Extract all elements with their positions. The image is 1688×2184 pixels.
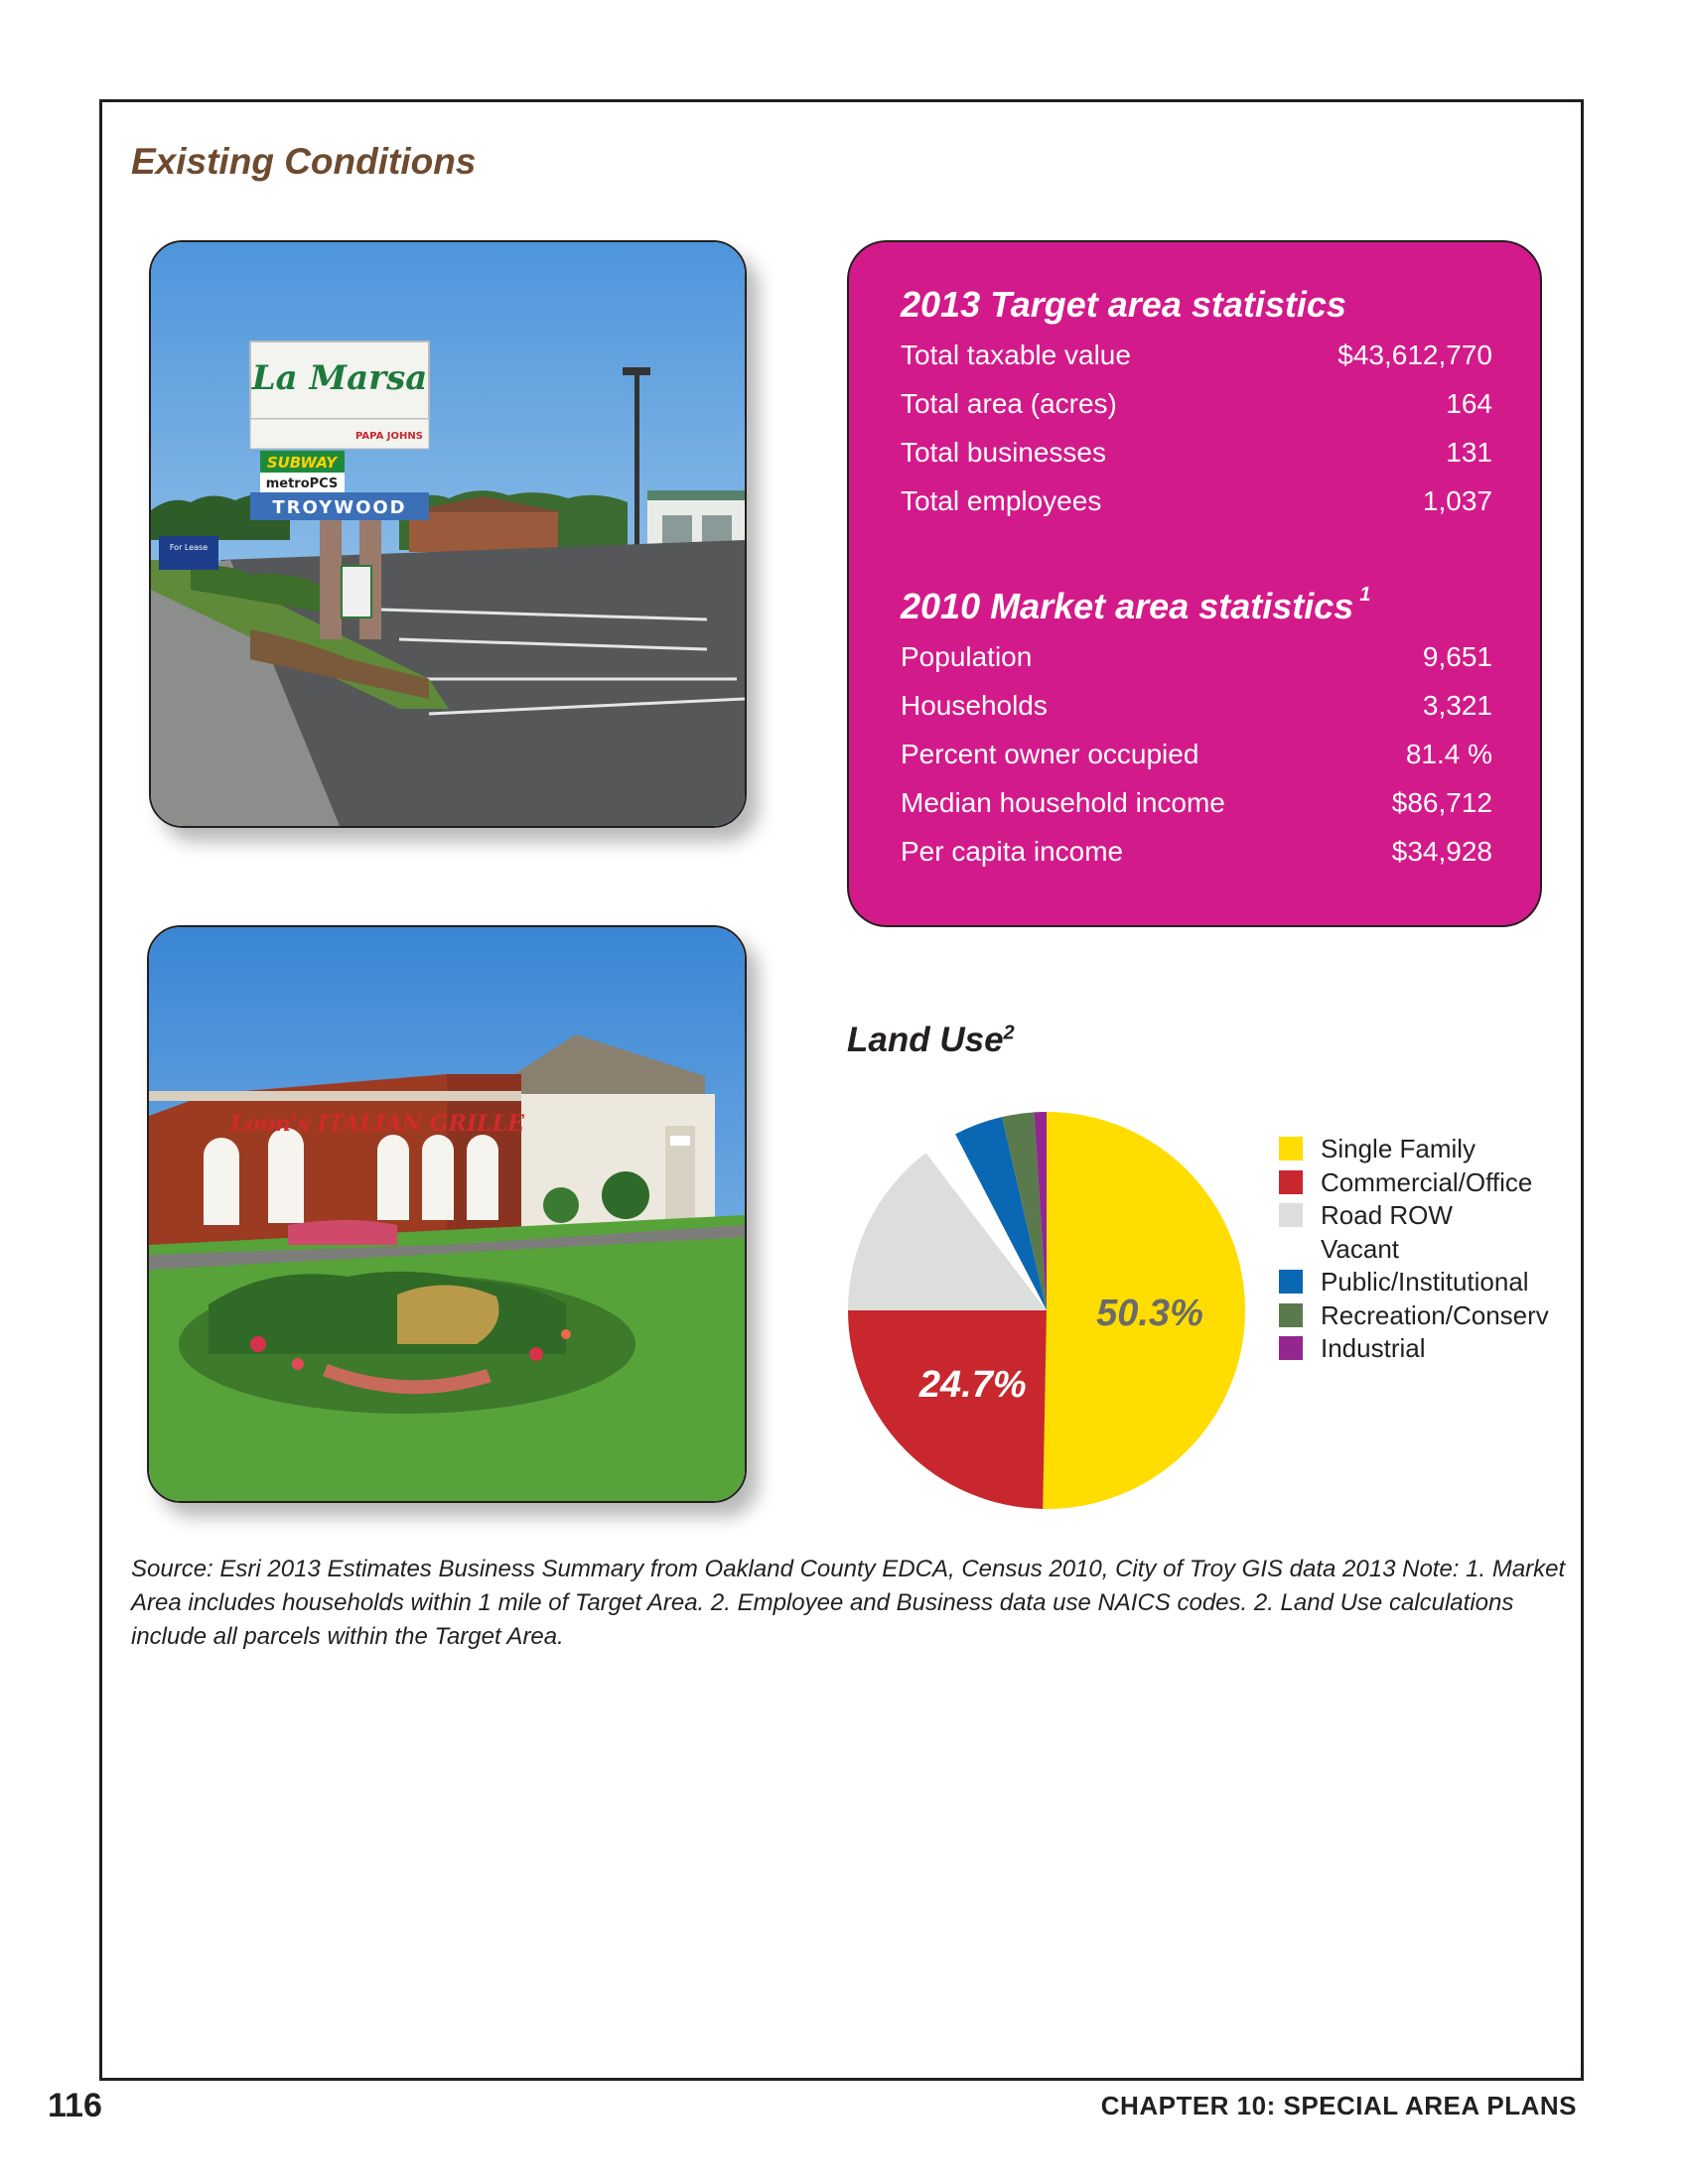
legend-label: Single Family bbox=[1321, 1134, 1477, 1163]
stat-value: $34,928 bbox=[1391, 836, 1492, 867]
section-title: Existing Conditions bbox=[131, 141, 477, 182]
chart-title bbox=[847, 1021, 1015, 1060]
legend-swatch bbox=[1279, 1237, 1303, 1261]
chart-title-footnote: 2 bbox=[1003, 1022, 1015, 1044]
market-stats-footnote: 1 bbox=[1359, 584, 1371, 606]
sign-papa-text: PAPA JOHNS bbox=[355, 431, 423, 442]
stat-value: $43,612,770 bbox=[1337, 340, 1492, 370]
statistics-panel bbox=[847, 240, 1542, 927]
stat-value: 81.4 % bbox=[1405, 739, 1492, 769]
legend-swatch bbox=[1279, 1336, 1303, 1360]
pie-slice-commercial-office bbox=[848, 1310, 1047, 1509]
stat-row-total-area bbox=[901, 388, 1492, 428]
pie-data-label: 50.3% bbox=[1096, 1292, 1203, 1334]
stat-row-population bbox=[901, 641, 1492, 681]
legend-swatch bbox=[1279, 1203, 1303, 1227]
stat-label: Total taxable value bbox=[901, 340, 1131, 370]
stat-label: Population bbox=[901, 641, 1033, 672]
legend-label: Commercial/Office bbox=[1321, 1166, 1533, 1197]
stat-value: 164 bbox=[1446, 388, 1492, 419]
stat-label: Total businesses bbox=[901, 437, 1107, 468]
stat-row-median-income bbox=[901, 787, 1492, 827]
parking-lot-photo bbox=[149, 240, 747, 828]
legend-label: Recreation/Conserv bbox=[1321, 1299, 1549, 1330]
stat-row-per-capita-income bbox=[901, 836, 1492, 876]
stat-value: $86,712 bbox=[1391, 787, 1492, 818]
stat-row-total-employees bbox=[901, 485, 1492, 525]
stat-label: Total employees bbox=[901, 485, 1102, 516]
legend-label: Vacant bbox=[1321, 1233, 1400, 1264]
stat-label: Per capita income bbox=[901, 836, 1124, 867]
legend-swatch bbox=[1279, 1270, 1303, 1294]
chapter-label: CHAPTER 10: SPECIAL AREA PLANS bbox=[1100, 2091, 1577, 2120]
market-stats-heading-text: 2010 Market area statistics bbox=[901, 586, 1354, 626]
sign-metro-text: metroPCS bbox=[265, 477, 339, 491]
pie-data-label: 24.7% bbox=[918, 1363, 1027, 1406]
stat-label: Median household income bbox=[901, 787, 1225, 818]
restaurant-photo bbox=[147, 925, 747, 1503]
chart-title-text: Land Use bbox=[847, 1021, 1004, 1059]
page-number: 116 bbox=[48, 2087, 102, 2124]
stat-row-households bbox=[901, 690, 1492, 730]
sign-logo-text: La Marsa bbox=[251, 358, 428, 398]
stat-row-total-businesses bbox=[901, 437, 1492, 477]
market-stats-heading bbox=[901, 586, 1370, 627]
stat-label: Percent owner occupied bbox=[901, 739, 1199, 769]
legend-swatch bbox=[1279, 1303, 1303, 1327]
stat-value: 131 bbox=[1446, 437, 1492, 468]
legend-label: Industrial bbox=[1321, 1333, 1426, 1363]
target-stats-heading: 2013 Target area statistics bbox=[901, 284, 1346, 325]
legend-label: Road ROW bbox=[1321, 1200, 1453, 1230]
sign-troywood-text: TROYWOOD bbox=[272, 497, 407, 518]
stat-row-taxable-value bbox=[901, 340, 1492, 379]
stat-label: Total area (acres) bbox=[901, 388, 1117, 419]
legend-label: Public/Institutional bbox=[1321, 1267, 1529, 1297]
legend-swatch bbox=[1279, 1137, 1303, 1160]
restaurant-sign-text: Loon's ITALIAN GRILLE bbox=[230, 1111, 524, 1137]
for-lease-sign-text: For Lease bbox=[169, 543, 209, 552]
land-use-pie-chart bbox=[844, 1102, 1261, 1519]
stat-row-owner-occupied bbox=[901, 739, 1492, 778]
stat-label: Households bbox=[901, 690, 1048, 721]
stat-value: 3,321 bbox=[1422, 690, 1492, 721]
source-note: Source: Esri 2013 Estimates Business Summary from Oakland County EDCA, Census 2010, City of Troy GIS data 2013 Note: 1. Market Area includes households within 1 mile of Target Area. 2. Employee and Business data use NAICS codes. 2. Land Use calculations include all parcels within the Target Area. bbox=[131, 1556, 1566, 1650]
sign-subway-text: SUBWAY bbox=[266, 454, 338, 472]
legend-swatch bbox=[1279, 1170, 1303, 1194]
stat-value: 9,651 bbox=[1422, 641, 1492, 672]
stat-value: 1,037 bbox=[1422, 485, 1492, 516]
